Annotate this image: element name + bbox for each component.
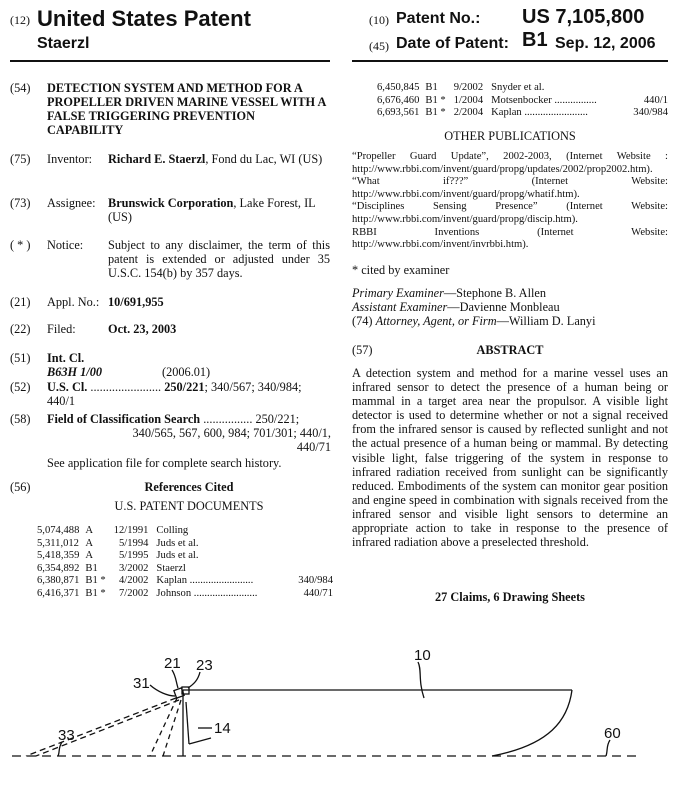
kind-code-12: (12) bbox=[10, 13, 30, 27]
ref-number: 6,693,561 bbox=[377, 107, 420, 119]
ref-date: 5/1994 bbox=[118, 537, 149, 549]
ref-name: Kaplan ........................ bbox=[491, 107, 588, 119]
reference-row bbox=[377, 95, 668, 108]
ref-number: 6,676,460 bbox=[377, 94, 420, 106]
ref-date: 7/2002 bbox=[118, 587, 149, 599]
ref-class: 340/984 bbox=[298, 575, 333, 587]
kind-code-10: (10) bbox=[369, 13, 389, 27]
uscl-code: (52) bbox=[10, 380, 31, 394]
inventor-field bbox=[108, 152, 333, 166]
label-23: 23 bbox=[196, 657, 213, 674]
appl-number: 10/691,955 bbox=[108, 295, 164, 309]
ref-class bbox=[257, 525, 333, 538]
assignee-name: Brunswick Corporation bbox=[108, 196, 234, 210]
assistant-examiner-label: Assistant Examiner bbox=[352, 300, 448, 314]
ref-number: 6,380,871 bbox=[37, 575, 80, 587]
ref-date: 4/2002 bbox=[118, 575, 149, 587]
uscl-rest: ; 340/567; 340/984; 440/1 bbox=[47, 380, 302, 409]
abstract-code: (57) bbox=[352, 343, 373, 357]
reference-row bbox=[377, 107, 668, 120]
ref-class bbox=[257, 550, 333, 563]
field-line-1 bbox=[47, 412, 299, 426]
leader-10 bbox=[418, 662, 424, 698]
ref-name: Snyder et al. bbox=[491, 82, 545, 93]
ref-number: 5,311,012 bbox=[37, 537, 79, 549]
us-docs-table bbox=[37, 525, 333, 601]
ref-kind: B1 * bbox=[85, 575, 106, 587]
ref-name: Juds et al. bbox=[156, 537, 199, 549]
attorney-code: (74) bbox=[352, 314, 373, 328]
ref-class bbox=[257, 538, 333, 551]
refs-label: References Cited bbox=[144, 480, 234, 494]
reference-row bbox=[37, 550, 333, 563]
reference-row bbox=[377, 82, 668, 95]
claims-count: 27 Claims, 6 Drawing Sheets bbox=[435, 590, 585, 604]
ref-name: Kaplan ........................ bbox=[156, 575, 254, 587]
field-dots: ................ bbox=[203, 412, 253, 426]
notice-code: ( * ) bbox=[10, 238, 31, 252]
ref-number: 5,074,488 bbox=[37, 525, 80, 536]
label-21: 21 bbox=[164, 655, 181, 672]
assignee-field bbox=[108, 196, 333, 224]
document-type: United States Patent bbox=[37, 6, 251, 31]
assistant-examiner-name: —Davienne Monbleau bbox=[447, 300, 560, 314]
assignee-location: , Lake Forest, IL (US) bbox=[108, 196, 316, 225]
reference-row bbox=[37, 588, 333, 601]
reference-row bbox=[37, 538, 333, 551]
label-60: 60 bbox=[604, 725, 621, 742]
ref-date: 9/2002 bbox=[453, 82, 484, 93]
boat-drawing bbox=[0, 640, 675, 790]
hull-bow bbox=[492, 690, 572, 756]
title-code: (54) bbox=[10, 81, 31, 95]
filed-date: Oct. 23, 2003 bbox=[108, 322, 177, 336]
other-pub-3: “Disciplines Sensing Presence” (Internet Website: http://www.rbbi.com/invent/guard/propg/discip.htm). bbox=[352, 201, 668, 225]
propulsor-14 bbox=[189, 738, 211, 744]
leader-23 bbox=[188, 672, 200, 688]
reference-row bbox=[37, 575, 333, 588]
header-rule-left bbox=[10, 60, 330, 62]
refs-code: (56) bbox=[10, 480, 31, 494]
ref-date: 5/1995 bbox=[118, 550, 149, 562]
ref-number: 6,354,892 bbox=[37, 562, 80, 574]
field-label: Field of Classification Search bbox=[47, 412, 201, 426]
notice-label: Notice: bbox=[47, 238, 84, 252]
ref-kind: B1 * bbox=[425, 94, 446, 106]
label-31: 31 bbox=[133, 675, 150, 692]
uscl-label: U.S. Cl. bbox=[47, 380, 88, 394]
us-docs-cont-table bbox=[377, 82, 668, 120]
leader-31 bbox=[150, 685, 175, 696]
uscl-main: 250/221 bbox=[164, 380, 205, 394]
ref-name: Johnson ........................ bbox=[156, 587, 258, 599]
ref-class: 440/71 bbox=[303, 587, 333, 599]
uscl-field bbox=[47, 380, 330, 408]
ref-class bbox=[597, 82, 668, 95]
appl-code: (21) bbox=[10, 295, 31, 309]
ref-class bbox=[257, 563, 333, 576]
attorney-name: —William D. Lanyi bbox=[496, 314, 596, 328]
cited-by-examiner: * cited by examiner bbox=[352, 263, 450, 277]
intcl-class: B63H 1/00 bbox=[47, 365, 102, 379]
appl-label: Appl. No.: bbox=[47, 295, 100, 309]
field-code: (58) bbox=[10, 412, 31, 426]
assignee-code: (73) bbox=[10, 196, 31, 210]
attorney bbox=[352, 314, 596, 328]
leader-21 bbox=[172, 670, 178, 688]
ref-class: 440/1 bbox=[643, 94, 668, 106]
other-publications-label: OTHER PUBLICATIONS bbox=[444, 129, 576, 143]
inventor-code: (75) bbox=[10, 152, 31, 166]
primary-examiner-name: —Stephone B. Allen bbox=[443, 286, 547, 300]
ref-number: 6,450,845 bbox=[377, 82, 420, 93]
ref-name: Juds et al. bbox=[156, 550, 199, 562]
ref-date: 2/2004 bbox=[453, 107, 484, 119]
ref-kind: B1 bbox=[425, 82, 438, 93]
ref-date: 12/1991 bbox=[113, 525, 149, 536]
ref-date: 3/2002 bbox=[118, 562, 149, 574]
other-pub-4: RBBI Inventions (Internet Website: http://www.rbbi.com/invent/invrbbi.htm). bbox=[352, 226, 668, 251]
ref-kind: A bbox=[85, 550, 94, 562]
drive-shaft bbox=[186, 702, 189, 744]
reference-row bbox=[37, 525, 333, 538]
ref-kind: B1 * bbox=[425, 107, 446, 119]
inventor-location: , Fond du Lac, WI (US) bbox=[205, 152, 323, 166]
kind-code-45: (45) bbox=[369, 39, 389, 53]
other-pub-2: “What if???” (Internet Website: http://www.rbbi.com/invent/guard/propg/whatif.htm). bbox=[352, 176, 668, 200]
ref-kind: A bbox=[85, 537, 94, 549]
see-application: See application file for complete search history. bbox=[47, 456, 282, 470]
assignee-label: Assignee: bbox=[47, 196, 96, 210]
inventor-surname: Staerzl bbox=[37, 35, 90, 52]
ref-name: Colling bbox=[156, 525, 189, 536]
field-line-3: 440/71 bbox=[296, 440, 331, 454]
primary-examiner bbox=[352, 286, 546, 300]
ref-number: 6,416,371 bbox=[37, 587, 80, 599]
ref-date: 1/2004 bbox=[453, 94, 484, 106]
ref-name: Motsenbocker ................ bbox=[491, 94, 597, 106]
field-line1-text: 250/221; bbox=[255, 412, 300, 426]
filed-label: Filed: bbox=[47, 322, 76, 336]
ref-kind: B1 bbox=[85, 562, 98, 574]
patent-number-label: Patent No.: bbox=[396, 10, 481, 27]
label-14: 14 bbox=[214, 720, 231, 737]
primary-examiner-label: Primary Examiner bbox=[352, 286, 444, 300]
header-rule-right bbox=[352, 60, 668, 62]
ref-kind: B1 * bbox=[85, 587, 106, 599]
date-of-patent: Sep. 12, 2006 bbox=[555, 35, 656, 52]
inventor-label: Inventor: bbox=[47, 152, 93, 166]
intcl-label: Int. Cl. bbox=[47, 351, 85, 365]
us-docs-label: U.S. PATENT DOCUMENTS bbox=[114, 499, 264, 513]
ref-number: 5,418,359 bbox=[37, 550, 80, 562]
uscl-dots: ....................... bbox=[90, 380, 162, 394]
attorney-label: Attorney, Agent, or Firm bbox=[375, 314, 497, 328]
leader-33 bbox=[58, 742, 62, 756]
ref-kind: A bbox=[85, 525, 94, 536]
filed-code: (22) bbox=[10, 322, 31, 336]
date-of-patent-label: Date of Patent: bbox=[396, 35, 509, 52]
inventor-name: Richard E. Staerzl bbox=[108, 152, 206, 166]
abstract-label: ABSTRACT bbox=[476, 343, 544, 357]
notice-text: Subject to any disclaimer, the term of this patent is extended or adjusted under 35 U.S.C. 154(b) by 357 days. bbox=[108, 238, 330, 281]
patent-number: US 7,105,800 B1 bbox=[522, 6, 645, 51]
other-pub-1: “Propeller Guard Update”, 2002-2003, (Internet Website : http://www.rbbi.com/invent/guard/propg/updates/2002/prop2002.htm). bbox=[352, 151, 668, 175]
field-line-2: 340/565, 567, 600, 984; 701/301; 440/1, bbox=[132, 426, 331, 440]
invention-title: DETECTION SYSTEM AND METHOD FOR A PROPELLER DRIVEN MARINE VESSEL WITH A FALSE TRIGGERING PREVENTION CAPABILITY bbox=[47, 81, 326, 137]
intcl-year: (2006.01) bbox=[162, 365, 211, 379]
reference-row bbox=[37, 563, 333, 576]
intcl-code: (51) bbox=[10, 351, 31, 365]
leader-60 bbox=[606, 740, 610, 756]
ref-name: Staerzl bbox=[156, 562, 186, 574]
label-10: 10 bbox=[414, 647, 431, 664]
other-publications bbox=[352, 151, 668, 252]
abstract-text: A detection system and method for a marine vessel uses an infrared sensor to detect the presence of a human being or mammal in a target area near the propulsor. A visible light detector is used to determine whether or not a signal received from the infrared sensor is caused by reflected sunlight and not the actual presence of a human being or mammal. By detecting visible light, false triggering of the system in response to infrared radiation received from sunlight can be significantly reduced. Embodiments of the system can monitor gear position and engine speed in combination with signals received from the infrared sensor and visible light sensors to determine an appropriate action to take in response to the presence of infrared radiation above a preselected threshold. bbox=[352, 366, 668, 550]
label-33: 33 bbox=[58, 727, 75, 744]
assistant-examiner bbox=[352, 300, 560, 314]
ref-class: 340/984 bbox=[633, 107, 668, 119]
